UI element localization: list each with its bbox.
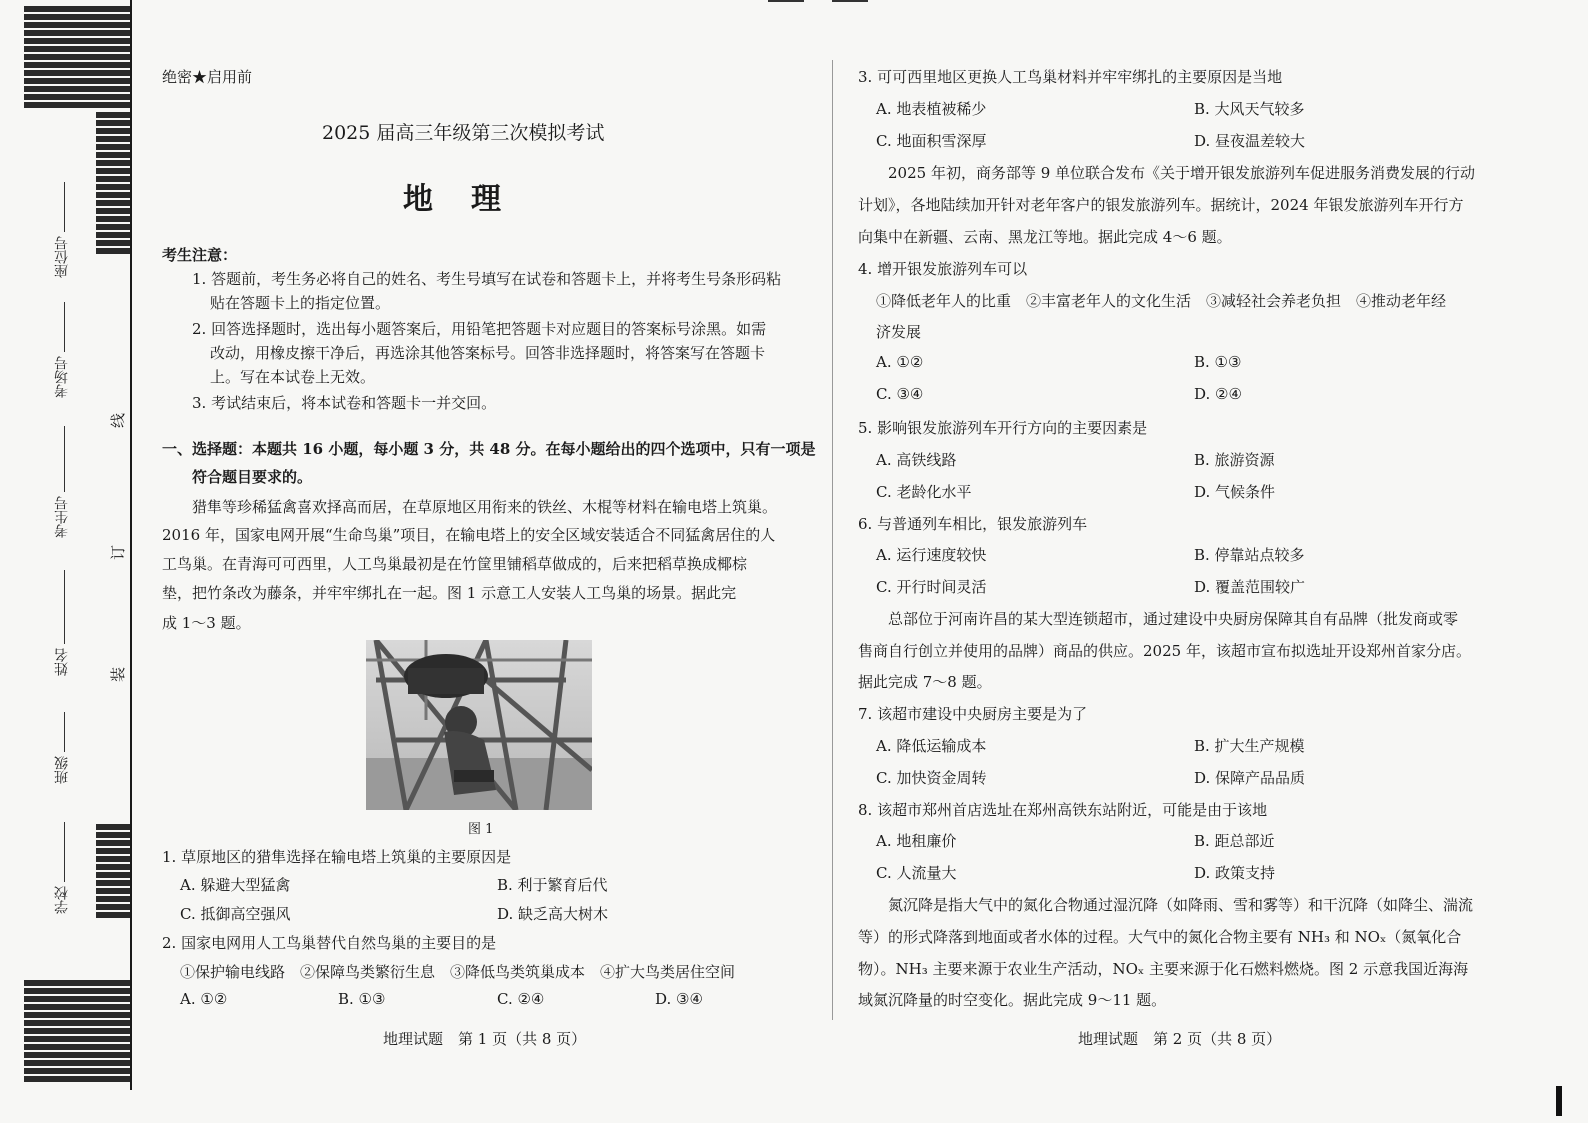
q5-option-b[interactable]: B. 旅游资源 <box>1194 451 1275 469</box>
field-school-line[interactable] <box>64 822 65 882</box>
print-mark <box>832 0 868 2</box>
question-8-stem: 8. 该超市郑州首店选址在郑州高铁东站附近，可能是由于该地 <box>858 801 1268 819</box>
q6-option-c[interactable]: C. 开行时间灵活 <box>876 578 987 596</box>
q3-option-b[interactable]: B. 大风天气较多 <box>1194 100 1305 118</box>
q4-option-b[interactable]: B. ①③ <box>1194 353 1242 371</box>
binding-stripe <box>24 54 130 60</box>
footer-page-1: 地理试题 第 1 页（共 8 页） <box>383 1030 587 1048</box>
binding-stripe <box>24 988 130 994</box>
binding-stripe <box>96 184 130 190</box>
binding-stripe <box>96 128 130 134</box>
passage-line: 售商自行创立并使用的品牌）商品的供应。2025 年，该超市宣布拟选址开设郑州首家分店。 <box>858 642 1471 660</box>
question-6-stem: 6. 与普通列车相比，银发旅游列车 <box>858 515 1088 533</box>
binding-border-line <box>130 0 132 1090</box>
binding-stripe <box>24 86 130 92</box>
binding-stripe <box>96 872 130 878</box>
passage-line: 垫，把竹条改为藤条，并牢牢绑扎在一起。图 1 示意工人安装人工鸟巢的场景。据此完 <box>162 584 737 602</box>
question-1-stem: 1. 草原地区的猎隼选择在输电塔上筑巢的主要原因是 <box>162 848 512 866</box>
field-exam-room-line[interactable] <box>64 302 65 352</box>
binding-stripe <box>24 22 130 28</box>
field-seat-number: 座位号 <box>54 236 70 278</box>
field-name-line[interactable] <box>64 570 65 644</box>
question-3-stem: 3. 可可西里地区更换人工鸟巢材料并牢牢绑扎的主要原因是当地 <box>858 68 1283 86</box>
q4-option-a[interactable]: A. ①② <box>876 353 924 371</box>
q2-option-d[interactable]: D. ③④ <box>655 990 703 1008</box>
question-5-stem: 5. 影响银发旅游列车开行方向的主要因素是 <box>858 419 1148 437</box>
q3-option-d[interactable]: D. 昼夜温差较大 <box>1194 132 1306 150</box>
binding-stripe <box>24 1060 130 1066</box>
question-7-stem: 7. 该超市建设中央厨房主要是为了 <box>858 705 1088 723</box>
binding-stripe <box>24 38 130 44</box>
q8-option-c[interactable]: C. 人流量大 <box>876 864 957 882</box>
binding-stripe <box>24 1076 130 1082</box>
binding-stripe <box>96 824 130 830</box>
q4-option-c[interactable]: C. ③④ <box>876 385 924 403</box>
binding-stripe <box>24 14 130 20</box>
binding-stripe <box>24 996 130 1002</box>
binding-stripe <box>96 144 130 150</box>
binding-stripe <box>96 224 130 230</box>
passage-line: 等）的形式降落到地面或者水体的过程。大气中的氮化合物主要有 NH₃ 和 NOₓ（氮氧化合 <box>858 928 1462 946</box>
passage-line: 氮沉降是指大气中的氮化合物通过湿沉降（如降雨、雪和雾等）和干沉降（如降尘、湍流 <box>888 896 1474 914</box>
field-class-line[interactable] <box>64 712 65 752</box>
passage-line: 工鸟巢。在青海可可西里，人工鸟巢最初是在竹筐里铺稻草做成的，后来把稻草换成椰棕 <box>162 555 748 573</box>
binding-stripe <box>96 200 130 206</box>
question-4-stem: 4. 增开银发旅游列车可以 <box>858 260 1028 278</box>
figure1-caption: 图 1 <box>468 822 494 837</box>
binding-stripe <box>24 1052 130 1058</box>
q4-choices: ①降低老年人的比重 ②丰富老年人的文化生活 ③减轻社会养老负担 ④推动老年经 <box>876 292 1447 310</box>
binding-stripe <box>96 168 130 174</box>
q2-choices: ①保护输电线路 ②保障鸟类繁衍生息 ③降低鸟类筑巢成本 ④扩大鸟类居住空间 <box>180 963 736 981</box>
binding-stripe <box>96 120 130 126</box>
binding-stripe <box>96 912 130 918</box>
notice-item: 改动，用橡皮擦干净后，再选涂其他答案标号。回答非选择题时，将答案写在答题卡 <box>210 344 766 362</box>
q5-option-d[interactable]: D. 气候条件 <box>1194 483 1276 501</box>
binding-stripe <box>96 248 130 254</box>
section-heading: 一、选择题：本题共 16 小题，每小题 3 分，共 48 分。在每小题给出的四个选项中，只有一项是 <box>162 440 816 458</box>
binding-stripe <box>24 62 130 68</box>
binding-stripe <box>96 856 130 862</box>
field-student-id: 考生号 <box>54 496 70 538</box>
q6-option-b[interactable]: B. 停靠站点较多 <box>1194 546 1305 564</box>
passage-line: 总部位于河南许昌的某大型连锁超市，通过建设中央厨房保障其自有品牌（批发商或零 <box>888 610 1459 628</box>
field-class: 班级 <box>54 756 70 784</box>
binding-stripe <box>96 216 130 222</box>
binding-stripe <box>96 152 130 158</box>
question-2-stem: 2. 国家电网用人工鸟巢替代自然鸟巢的主要目的是 <box>162 934 497 952</box>
q5-option-a[interactable]: A. 高铁线路 <box>876 451 957 469</box>
binding-stripe <box>24 94 130 100</box>
binding-stripe <box>96 192 130 198</box>
notice-item: 贴在答题卡上的指定位置。 <box>210 294 391 312</box>
footer-page-2: 地理试题 第 2 页（共 8 页） <box>1078 1030 1282 1048</box>
binding-stripe <box>24 1036 130 1042</box>
cut-mark-line: 线 <box>109 412 128 429</box>
passage-line: 计划》，各地陆续加开针对老年客户的银发旅游列车。据统计，2024 年银发旅游列车开行方 <box>858 196 1464 214</box>
field-seat-number-line[interactable] <box>64 182 65 232</box>
notice-item: 1. 答题前，考生务必将自己的姓名、考生号填写在试卷和答题卡上，并将考生号条形码粘 <box>192 270 782 288</box>
passage-line: 物）。NH₃ 主要来源于农业生产活动，NOₓ 主要来源于化石燃料燃烧。图 2 示意我国近海海 <box>858 960 1469 978</box>
binding-stripe <box>24 1028 130 1034</box>
binding-stripe <box>96 904 130 910</box>
notice-heading: 考生注意： <box>162 246 238 264</box>
q1-option-d[interactable]: D. 缺乏高大树木 <box>497 905 609 923</box>
q1-option-b[interactable]: B. 利于繁育后代 <box>497 876 608 894</box>
binding-stripe <box>24 1068 130 1074</box>
exam-title: 2025 届高三年级第三次模拟考试 <box>322 122 605 144</box>
passage-line: 域氮沉降量的时空变化。据此完成 9～11 题。 <box>858 991 1167 1009</box>
passage-line: 2016 年，国家电网开展“生命鸟巢”项目，在输电塔上的安全区域安装适合不同猛禽居住的人 <box>162 526 776 544</box>
q4-option-d[interactable]: D. ②④ <box>1194 385 1242 403</box>
binding-stripe <box>96 232 130 238</box>
cut-mark-bind: 订 <box>109 544 128 561</box>
binding-stripe <box>96 112 130 118</box>
binding-stripe <box>96 240 130 246</box>
q7-option-c[interactable]: C. 加快资金周转 <box>876 769 987 787</box>
field-name: 姓名 <box>54 648 70 676</box>
q4-choices-cont: 济发展 <box>876 323 922 341</box>
notice-item: 3. 考试结束后，将本试卷和答题卡一并交回。 <box>192 394 497 412</box>
column-divider <box>832 60 833 1020</box>
binding-stripe <box>24 1004 130 1010</box>
q8-option-b[interactable]: B. 距总部近 <box>1194 832 1275 850</box>
passage-line: 猎隼等珍稀猛禽喜欢择高而居，在草原地区用衔来的铁丝、木棍等材料在输电塔上筑巢。 <box>192 498 778 516</box>
binding-stripe <box>96 896 130 902</box>
notice-item: 上。写在本试卷上无效。 <box>210 368 376 386</box>
binding-stripe <box>24 6 130 12</box>
q2-option-a[interactable]: A. ①② <box>180 990 228 1008</box>
binding-stripe <box>96 888 130 894</box>
q3-option-c[interactable]: C. 地面积雪深厚 <box>876 132 987 150</box>
cut-mark-install: 装 <box>109 666 128 683</box>
print-mark <box>1556 1086 1562 1116</box>
binding-strip <box>0 0 140 1123</box>
q8-option-a[interactable]: A. 地租廉价 <box>876 832 957 850</box>
binding-stripe <box>24 980 130 986</box>
field-school: 学校 <box>54 886 70 914</box>
subject-title: 地 理 <box>403 182 505 217</box>
binding-stripe <box>96 160 130 166</box>
binding-stripe <box>96 832 130 838</box>
passage-line: 成 1～3 题。 <box>162 614 251 632</box>
q6-option-a[interactable]: A. 运行速度较快 <box>876 546 987 564</box>
print-mark <box>768 0 804 2</box>
q8-option-d[interactable]: D. 政策支持 <box>1194 864 1276 882</box>
field-student-id-line[interactable] <box>64 426 65 492</box>
binding-stripe <box>96 864 130 870</box>
binding-stripe <box>24 78 130 84</box>
q2-option-c[interactable]: C. ②④ <box>497 990 545 1008</box>
notice-item: 2. 回答选择题时，选出每小题答案后，用铅笔把答题卡对应题目的答案标号涂黑。如需 <box>192 320 767 338</box>
passage-line: 据此完成 7～8 题。 <box>858 673 992 691</box>
binding-stripe <box>96 848 130 854</box>
binding-stripe <box>96 880 130 886</box>
q7-option-a[interactable]: A. 降低运输成本 <box>876 737 987 755</box>
binding-stripe <box>96 208 130 214</box>
binding-stripe <box>96 176 130 182</box>
q7-option-d[interactable]: D. 保障产品品质 <box>1194 769 1306 787</box>
q2-option-b[interactable]: B. ①③ <box>338 990 386 1008</box>
field-exam-room: 考场号 <box>54 356 70 398</box>
passage-line: 2025 年初，商务部等 9 单位联合发布《关于增开银发旅游列车促进服务消费发展的行动 <box>888 164 1476 182</box>
binding-stripe <box>96 840 130 846</box>
binding-stripe <box>24 46 130 52</box>
binding-stripe <box>24 30 130 36</box>
q1-option-c[interactable]: C. 抵御高空强风 <box>180 905 291 923</box>
q7-option-b[interactable]: B. 扩大生产规模 <box>1194 737 1305 755</box>
passage-line: 向集中在新疆、云南、黑龙江等地。据此完成 4～6 题。 <box>858 228 1232 246</box>
binding-stripe <box>24 102 130 108</box>
section-heading-cont: 符合题目要求的。 <box>192 468 313 486</box>
q6-option-d[interactable]: D. 覆盖范围较广 <box>1194 578 1306 596</box>
binding-stripe <box>24 1012 130 1018</box>
figure1-photo <box>366 640 592 810</box>
binding-stripe <box>96 136 130 142</box>
q5-option-c[interactable]: C. 老龄化水平 <box>876 483 972 501</box>
q3-option-a[interactable]: A. 地表植被稀少 <box>876 100 987 118</box>
binding-stripe <box>24 1020 130 1026</box>
secret-label: 绝密★启用前 <box>162 68 253 86</box>
binding-stripe <box>24 1044 130 1050</box>
binding-stripe <box>24 70 130 76</box>
q1-option-a[interactable]: A. 躲避大型猛禽 <box>180 876 291 894</box>
